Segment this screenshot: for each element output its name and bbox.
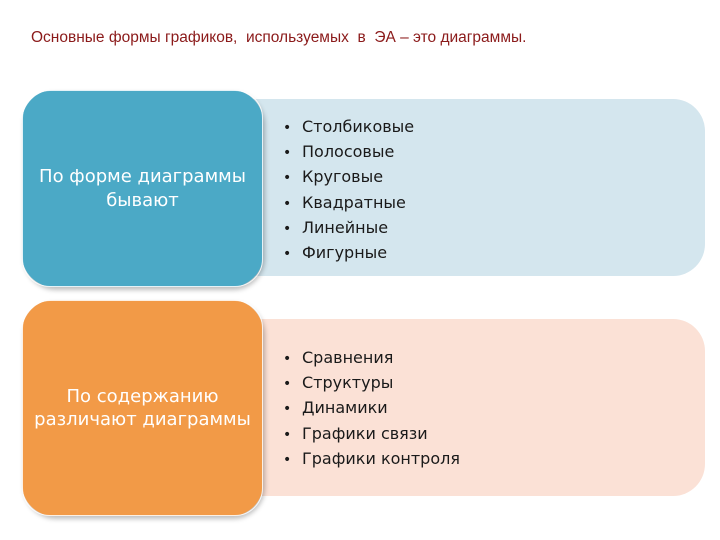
bullet-icon: • <box>283 145 292 162</box>
list-item: • Столбиковые <box>283 114 414 139</box>
slide-title: Основные формы графиков, используемых в ЭА – это диаграммы. <box>31 29 527 46</box>
list-item: • Динамики <box>283 395 460 420</box>
bullet-icon: • <box>283 451 292 468</box>
bullet-icon: • <box>283 170 292 187</box>
bullet-icon: • <box>283 220 292 237</box>
bullet-icon: • <box>283 351 292 367</box>
category-label-form: По форме диаграммы бывают <box>39 166 246 211</box>
bullet-icon: • <box>283 426 292 443</box>
list-item: • Квадратные <box>283 190 414 215</box>
list-item: • Структуры <box>283 370 460 395</box>
content-types-list <box>283 345 460 471</box>
list-item: • Графики контроля <box>283 446 460 471</box>
category-box-content <box>22 300 263 516</box>
bullet-icon: • <box>283 195 292 212</box>
category-box-form <box>22 90 263 287</box>
bullet-icon: • <box>283 120 292 136</box>
list-item: • Круговые <box>283 164 414 189</box>
list-item: • Полосовые <box>283 139 414 164</box>
form-types-list <box>283 114 414 265</box>
list-item: • Линейные <box>283 215 414 240</box>
bullet-icon: • <box>283 401 292 418</box>
list-item: • Сравнения <box>283 345 460 370</box>
bullet-icon: • <box>283 376 292 393</box>
category-label-content: По содержанию различают диаграммы <box>34 385 251 430</box>
list-item: • Фигурные <box>283 240 414 265</box>
list-item: • Графики связи <box>283 421 460 446</box>
bullet-icon: • <box>283 245 292 262</box>
